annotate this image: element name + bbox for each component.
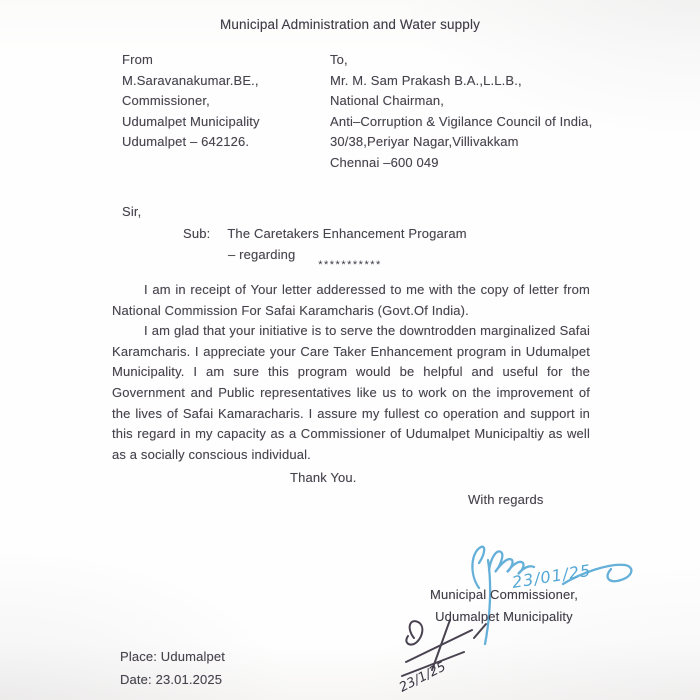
to-label: To,: [330, 52, 348, 67]
letter-body: [112, 280, 590, 465]
subject-label: Sub:: [183, 226, 211, 241]
scribble-stroke: [402, 652, 464, 676]
to-line: National Chairman,: [330, 93, 444, 108]
subject-row: [183, 226, 467, 241]
place-line: Place: Udumalpet: [120, 649, 226, 664]
scribble-stroke: [406, 630, 472, 662]
signature-stroke: [472, 547, 484, 588]
handwritten-date-dark: 23/1/25: [397, 659, 449, 696]
from-label: From: [122, 52, 153, 67]
to-line: Anti–Corruption & Vigilance Council of India,: [330, 113, 593, 129]
from-line: Commissioner,: [122, 93, 210, 108]
handwritten-date-blue: 23/01/25: [510, 560, 593, 592]
from-line: M.Saravanakumar.BE.,: [122, 72, 259, 88]
to-line: Chennai –600 049: [330, 154, 439, 170]
signature-stroke: [489, 551, 534, 574]
place-date-block: [120, 645, 225, 691]
subject-text: The Caretakers Enhancement Progaram: [227, 226, 467, 241]
salutation: Sir,: [122, 204, 142, 219]
body-paragraph-1: I am in receipt of Your letter adderessed to me with the copy of letter from National Commission For Safai Karamcharis (Govt.Of India).: [112, 282, 590, 318]
signature-stroke: [563, 565, 631, 584]
date-line: Date: 23.01.2025: [120, 672, 223, 687]
from-block: [122, 50, 260, 153]
scribble-stroke: [432, 620, 450, 670]
to-block: [330, 50, 592, 173]
to-line: Mr. M. Sam Prakash B.A.,L.L.B.,: [330, 72, 522, 88]
signatory-block: [420, 584, 588, 627]
from-line: Udumalpet – 642126.: [122, 134, 250, 149]
to-line: 30/38,Periyar Nagar,Villivakkam: [330, 134, 519, 149]
body-paragraph-2: I am glad that your initiative is to serve the downtrodden marginalized Safai Karamcharis. I appreciate your Care Taker Enhancement program in Udumalpet Municipality. I am sure this program would be helpful and useful for the Government and Public representatives like us to work on the improvement of the lives of Safai Kamaracharis. I assure my fullest co operation and support in this regard in my capacity as a Commissioner of Udumalpet Municipaltiy as well as a socially conscious individual.: [112, 323, 590, 462]
with-regards-line: With regards: [468, 492, 544, 507]
signatory-designation: Municipal Commissioner,: [430, 587, 578, 602]
letter-title: Municipal Administration and Water supply: [219, 17, 481, 32]
subject-regarding: – regarding: [228, 247, 296, 262]
thank-you-line: Thank You.: [290, 470, 357, 485]
signatory-office: Udumalpet Municipality: [435, 608, 573, 624]
from-line: Udumalpet Municipality: [122, 113, 260, 129]
asterisk-separator: ***********: [318, 259, 382, 271]
